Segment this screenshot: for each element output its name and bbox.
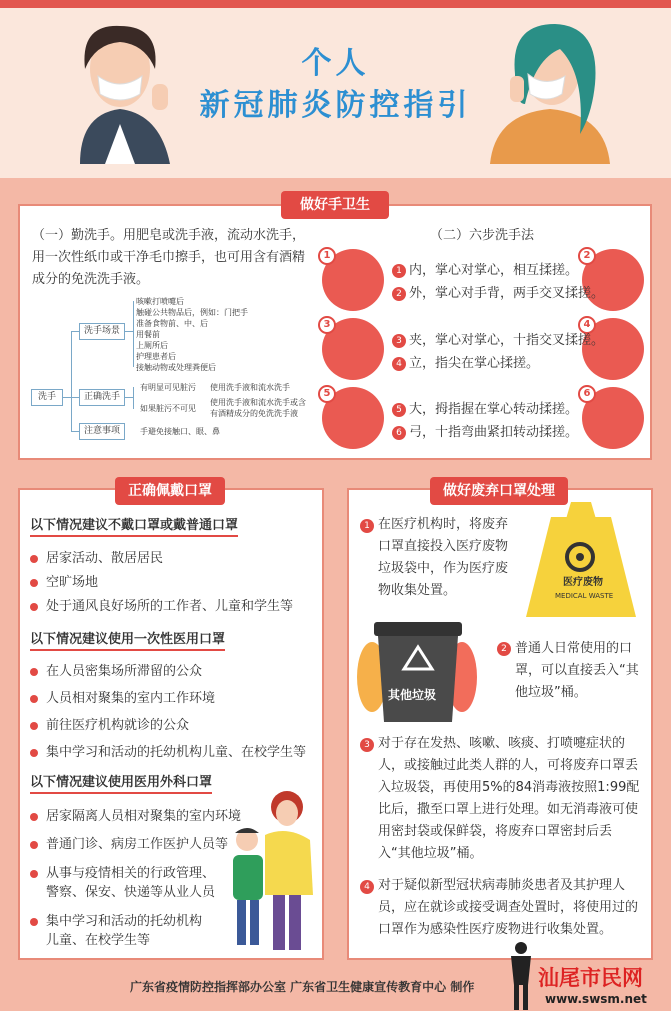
step-1-num: 1 bbox=[392, 264, 406, 278]
watermark-figure-icon bbox=[506, 940, 536, 1010]
hand-hygiene-tag: 做好手卫生 bbox=[281, 191, 389, 219]
visible-dirty-label: 有明显可见脏污 bbox=[140, 383, 196, 392]
mask-item: 人员相对聚集的室内工作环境 bbox=[30, 687, 215, 706]
scene-item: 咳嗽打喷嚏后 bbox=[136, 297, 184, 306]
mask-item-continued: 警察、保安、快递等从业人员 bbox=[46, 885, 216, 900]
mother-child-illustration bbox=[225, 785, 320, 955]
not-dirty-label: 如果脏污不可见 bbox=[140, 404, 196, 413]
mask-item: 集中学习和活动的托幼机构 bbox=[30, 910, 202, 929]
step-3-num: 3 bbox=[392, 334, 406, 348]
step-2-text bbox=[392, 282, 604, 301]
scene-item: 接触动物或处理粪便后 bbox=[136, 363, 216, 372]
mask-item-continued: 儿童、在校学生等 bbox=[46, 933, 151, 948]
disposal-tag: 做好废弃口罩处理 bbox=[430, 477, 568, 505]
mindmap-connector bbox=[63, 397, 71, 398]
step-5-text bbox=[392, 398, 578, 417]
scene-item: 准备食物前、中、后 bbox=[136, 319, 208, 328]
footer-text: 广东省疫情防控指挥部办公室 广东省卫生健康宣传教育中心 制作 bbox=[130, 980, 475, 994]
step-6-badge: 6 bbox=[578, 385, 596, 403]
step-4-text bbox=[392, 352, 539, 371]
mindmap-correct-label: 正确洗手 bbox=[79, 389, 125, 406]
mindmap-connector bbox=[71, 431, 79, 432]
scene-item: 上厕所后 bbox=[136, 341, 168, 350]
bin-label: 其他垃圾 bbox=[388, 688, 437, 702]
step-5-badge: 5 bbox=[318, 385, 336, 403]
mask-section-1-head: 以下情况建议不戴口罩或戴普通口罩 bbox=[30, 514, 238, 537]
scene-item: 用餐前 bbox=[136, 330, 160, 339]
step-6-label: 弓，十指弯曲紧扣转动揉搓。 bbox=[409, 425, 579, 440]
title-line1: 个人 bbox=[301, 46, 370, 81]
bag-sub: MEDICAL WASTE bbox=[555, 592, 614, 600]
mindmap-connector bbox=[125, 331, 133, 332]
scene-item: 触碰公共物品后，例如：门把手 bbox=[136, 308, 248, 317]
mask-tag: 正确佩戴口罩 bbox=[115, 477, 225, 505]
mindmap-connector bbox=[125, 397, 133, 398]
title-line2: 新冠肺炎防控指引 bbox=[199, 88, 472, 123]
step-4-num: 4 bbox=[392, 357, 406, 371]
mindmap-connector bbox=[71, 397, 79, 398]
disposal-3-num: 3 bbox=[360, 738, 374, 752]
step-3-label: 夹，掌心对掌心，十指交叉揉搓。 bbox=[409, 333, 605, 348]
six-step-title: （二）六步洗手法 bbox=[430, 228, 535, 243]
disposal-1-num: 1 bbox=[360, 519, 374, 533]
step-1-badge: 1 bbox=[318, 247, 336, 265]
disposal-3-text: 对于存在发热、咳嗽、咳痰、打喷嚏症状的人，或接触过此类人群的人，可将废弃口罩丢入垃圾袋，再使用5%的84消毒液按照1:99配比后，撒至口罩上进行处理。如无消毒液可使用密封袋或保鲜袋，将废弃口罩密封后丢入“其他垃圾”桶。 bbox=[378, 736, 640, 861]
step-4-badge: 4 bbox=[578, 316, 596, 334]
mask-section-3-head: 以下情况建议使用医用外科口罩 bbox=[30, 771, 212, 794]
watermark-url: www.swsm.net bbox=[545, 992, 647, 1006]
mindmap-root: 洗手 bbox=[31, 389, 63, 406]
mask-item: 从事与疫情相关的行政管理、 bbox=[30, 862, 215, 881]
mindmap-connector bbox=[133, 387, 134, 409]
watermark-site-name: 汕尾市民网 bbox=[538, 965, 643, 990]
mindmap-connector bbox=[133, 301, 134, 367]
not-dirty-method: 使用洗手液和流水洗手或含有酒精成分的免洗洗手液 bbox=[210, 398, 306, 418]
step-6-num: 6 bbox=[392, 426, 406, 440]
scene-item: 护理患者后 bbox=[136, 352, 176, 361]
mask-item: 居家活动、散居居民 bbox=[30, 547, 163, 566]
step-5-label: 大，拇指握在掌心转动揉搓。 bbox=[409, 402, 579, 417]
disposal-4-num: 4 bbox=[360, 880, 374, 894]
mindmap-scenes-label: 洗手场景 bbox=[79, 323, 125, 340]
bag-label: 医疗废物 bbox=[563, 577, 603, 588]
hand-hygiene-part1: （一）勤洗手。用肥皂或洗手液，流动水洗手，用一次性纸巾或干净毛巾擦手，也可用含有酒精成分的免洗洗手液。 bbox=[32, 228, 306, 287]
mask-item: 在人员密集场所滞留的公众 bbox=[30, 660, 202, 679]
notes-text: 手避免接触口、眼、鼻 bbox=[140, 427, 220, 436]
disposal-4-text: 对于疑似新型冠状病毒肺炎患者及其护理人员，应在就诊或接受调查处置时，将使用过的口罩作为感染性医疗废物进行收集处置。 bbox=[378, 878, 639, 937]
step-3-text bbox=[392, 329, 604, 348]
mindmap-connector bbox=[71, 331, 72, 431]
mask-item: 前往医疗机构就诊的公众 bbox=[30, 714, 189, 733]
step-5-num: 5 bbox=[392, 403, 406, 417]
mask-item: 普通门诊、病房工作医护人员等 bbox=[30, 833, 228, 852]
step-2-badge: 2 bbox=[578, 247, 596, 265]
medical-waste-bag-icon bbox=[516, 497, 646, 627]
trash-bin-icon bbox=[352, 617, 482, 727]
top-accent-bar bbox=[0, 0, 671, 8]
disposal-2-num: 2 bbox=[497, 642, 511, 656]
step-4-label: 立，指尖在掌心揉搓。 bbox=[409, 356, 540, 371]
step-2-label: 外，掌心对手背，两手交叉揉搓。 bbox=[409, 286, 605, 301]
mindmap-notes-label: 注意事项 bbox=[79, 423, 125, 440]
step-1-text bbox=[392, 259, 578, 278]
step-1-label: 内，掌心对掌心，相互揉搓。 bbox=[409, 263, 579, 278]
mask-item: 居家隔离人员相对聚集的室内环境 bbox=[30, 805, 241, 824]
step-3-badge: 3 bbox=[318, 316, 336, 334]
mask-section-2-head: 以下情况建议使用一次性医用口罩 bbox=[30, 628, 225, 651]
step-2-num: 2 bbox=[392, 287, 406, 301]
mask-item: 处于通风良好场所的工作者、儿童和学生等 bbox=[30, 595, 293, 614]
disposal-1-text: 在医疗机构时，将废弃口罩直接投入医疗废物垃圾袋中，作为医疗废物收集处置。 bbox=[378, 517, 509, 598]
mindmap-connector bbox=[71, 331, 79, 332]
mask-item: 集中学习和活动的托幼机构儿童、在校学生等 bbox=[30, 741, 306, 760]
step-6-text bbox=[392, 421, 578, 440]
disposal-2-text: 普通人日常使用的口罩，可以直接丢入“其他垃圾”桶。 bbox=[515, 641, 639, 700]
visible-dirty-method: 使用洗手液和流水洗手 bbox=[210, 383, 290, 392]
mask-item: 空旷场地 bbox=[30, 571, 98, 590]
